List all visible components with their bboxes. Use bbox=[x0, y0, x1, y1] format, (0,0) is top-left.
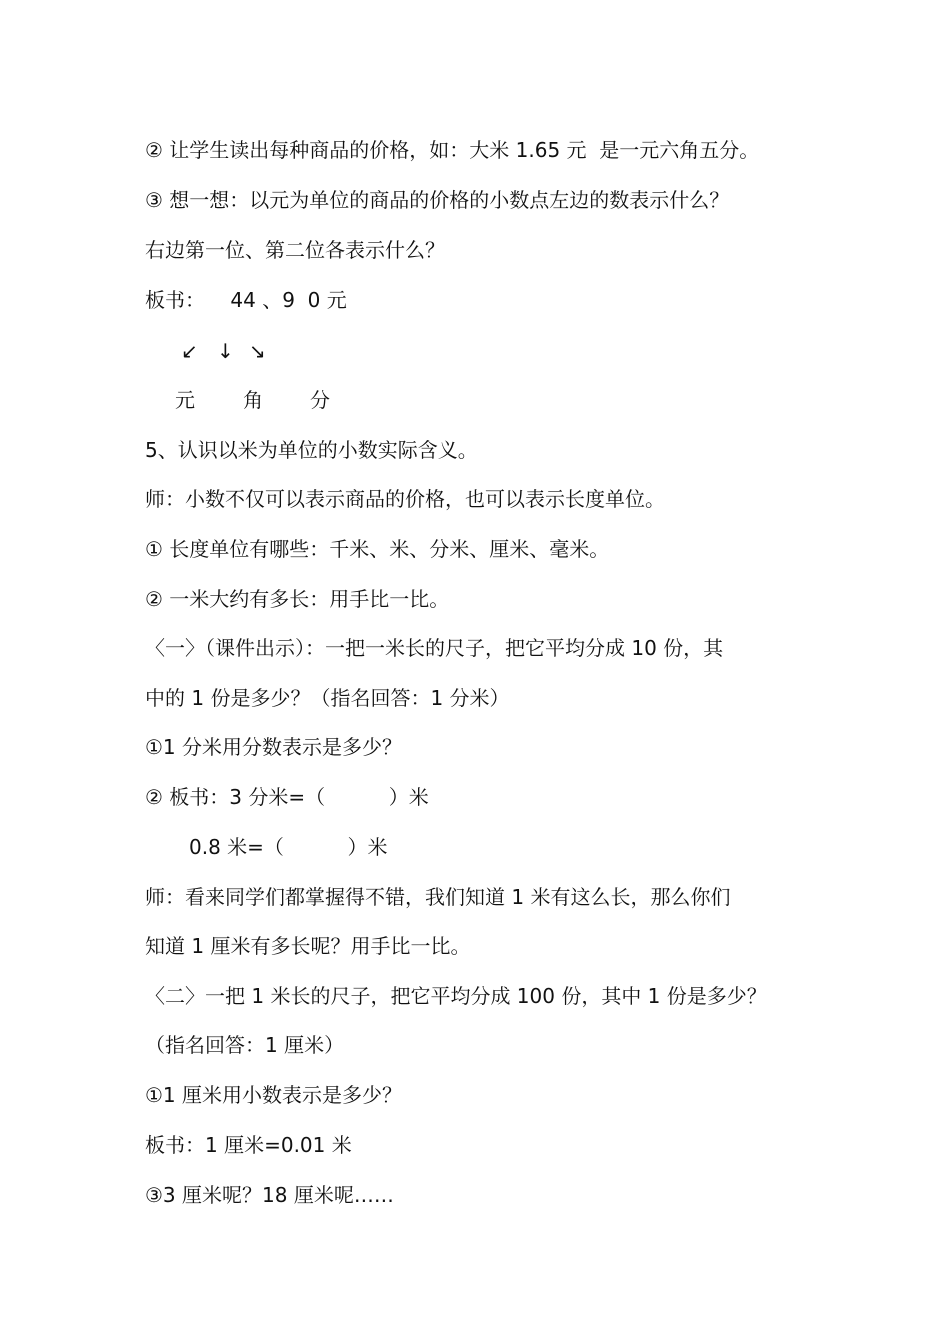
text-line: 板书： 44 、9 0 元 bbox=[145, 288, 347, 312]
text-line: 板书：1 厘米=0.01 米 bbox=[145, 1133, 352, 1157]
text-line: ①1 分米用分数表示是多少？ bbox=[145, 735, 403, 759]
unit-fen: 分 bbox=[310, 388, 330, 412]
text-line: ①1 厘米用小数表示是多少？ bbox=[145, 1083, 403, 1107]
text-line: 右边第一位、第二位各表示什么？ bbox=[145, 238, 445, 262]
unit-jiao: 角 bbox=[243, 388, 263, 412]
text-line: ③3 厘米呢？18 厘米呢…… bbox=[145, 1183, 394, 1207]
arrows-row bbox=[145, 337, 265, 365]
text-line: ② 一米大约有多长：用手比一比。 bbox=[145, 587, 450, 611]
text-line: 知道 1 厘米有多长呢？用手比一比。 bbox=[145, 934, 471, 958]
text-line: （指名回答：1 厘米） bbox=[145, 1033, 345, 1057]
text-line: 中的 1 份是多少？（指名回答：1 分米） bbox=[145, 686, 510, 710]
text-line: 师：小数不仅可以表示商品的价格，也可以表示长度单位。 bbox=[145, 487, 665, 511]
text-line: 〈一〉（课件出示）：一把一米长的尺子，把它平均分成 10 份，其 bbox=[145, 636, 724, 660]
text-line: ② 板书：3 分米=（ ）米 bbox=[145, 785, 429, 809]
text-line: 5、认识以米为单位的小数实际含义。 bbox=[145, 438, 478, 462]
unit-yuan: 元 bbox=[175, 388, 195, 412]
text-line: 师：看来同学们都掌握得不错，我们知道 1 米有这么长，那么你们 bbox=[145, 885, 731, 909]
text-line: ② 让学生读出每种商品的价格，如：大米 1.65 元 是一元六角五分。 bbox=[145, 138, 760, 162]
units-row bbox=[145, 386, 345, 414]
text-line: ③ 想一想：以元为单位的商品的价格的小数点左边的数表示什么？ bbox=[145, 188, 730, 212]
text-line: 0.8 米=（ ）米 bbox=[189, 835, 388, 859]
arrow-down: ↓ bbox=[217, 339, 234, 363]
text-line: 〈二〉一把 1 米长的尺子，把它平均分成 100 份，其中 1 份是多少？ bbox=[145, 984, 767, 1008]
arrow-down-left: ↙ bbox=[181, 339, 198, 363]
arrow-down-right: ↘ bbox=[249, 339, 266, 363]
text-line: ① 长度单位有哪些：千米、米、分米、厘米、毫米。 bbox=[145, 537, 610, 561]
